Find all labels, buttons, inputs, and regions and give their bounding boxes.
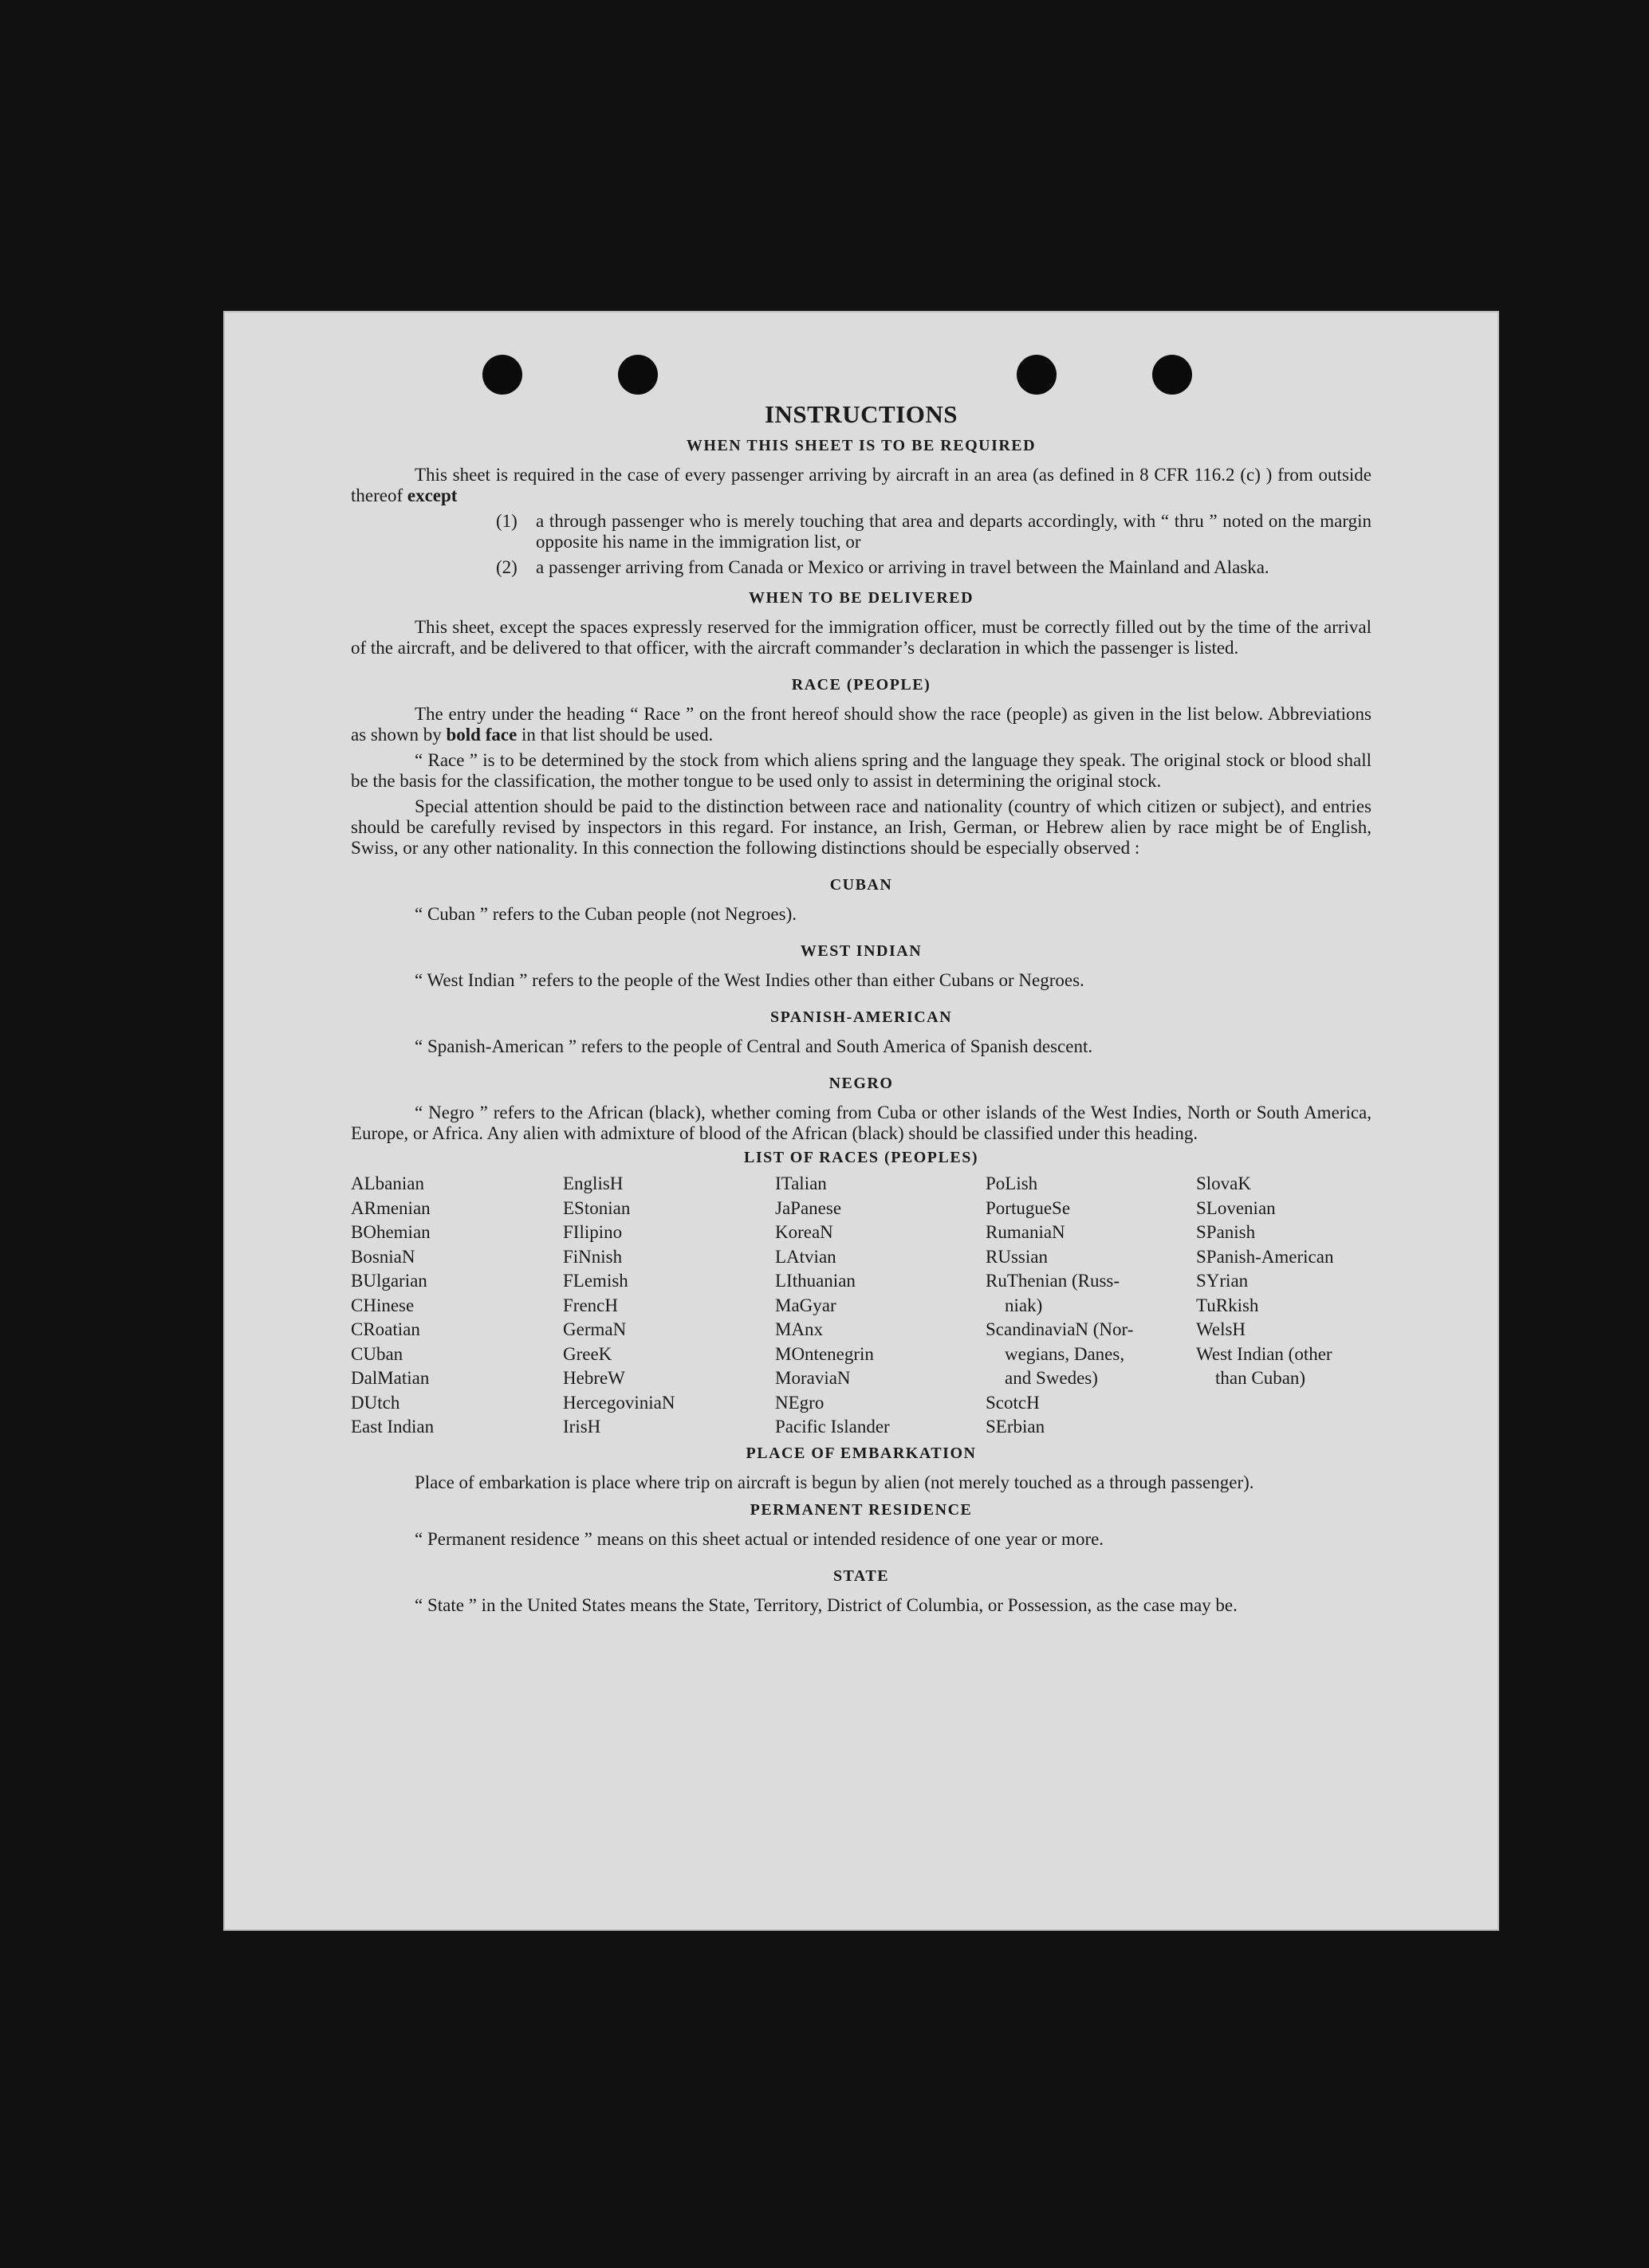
races-column-4 xyxy=(986,1172,1196,1440)
race-entry: CUban xyxy=(351,1343,403,1364)
race-entry: LAtvian xyxy=(775,1246,836,1267)
race-entry: West Indian (other xyxy=(1196,1343,1332,1364)
race-entry: DalMatian xyxy=(351,1368,430,1388)
race-entry: SLovenian xyxy=(1196,1197,1276,1218)
bold-face-label: bold face xyxy=(446,725,518,745)
section-heading-embarkation: PLACE OF EMBARKATION xyxy=(746,1444,977,1462)
race-entry: PortugueSe xyxy=(986,1197,1071,1218)
section-heading-spanish-american: SPANISH-AMERICAN xyxy=(769,1008,953,1026)
race-entry: HercegoviniaN xyxy=(563,1392,675,1413)
section-heading-race: RACE (PEOPLE) xyxy=(791,676,931,694)
race-entry-continuation: niak) xyxy=(1005,1295,1043,1315)
race-paragraph-1 xyxy=(351,704,1372,745)
race-entry: FLemish xyxy=(563,1271,628,1291)
race-entry: ARmenian xyxy=(351,1197,431,1218)
race-entry-continuation: and Swedes) xyxy=(1005,1368,1098,1388)
required-item-1 xyxy=(351,511,1372,552)
punch-hole xyxy=(1017,355,1057,395)
race-entry: BUlgarian xyxy=(351,1271,427,1291)
delivered-text: This sheet, except the spaces expressly reserved for the immigration officer, must be correctly filled out by the time of the arrival of the aircraft, and be delivered to that officer, with the aircraft commander’s declaration in which the passenger is listed. xyxy=(351,617,1372,658)
race-entry: EnglisH xyxy=(563,1173,624,1193)
race-entry-continuation: than Cuban) xyxy=(1215,1368,1306,1388)
race-entry: BOhemian xyxy=(351,1222,431,1242)
race-entry: DUtch xyxy=(351,1392,400,1413)
document-sheet xyxy=(223,311,1499,1931)
required-intro xyxy=(351,465,1372,506)
west-indian-text: “ West Indian ” refers to the people of the West Indies other than either Cubans or Negroes. xyxy=(415,970,1084,990)
race-entry: GermaN xyxy=(563,1319,627,1339)
race-entry: MaGyar xyxy=(775,1295,836,1315)
race-entry: MoraviaN xyxy=(775,1368,851,1388)
section-heading-west-indian: WEST INDIAN xyxy=(800,942,923,960)
punch-hole xyxy=(1152,355,1192,395)
punch-hole xyxy=(618,355,658,395)
section-heading-required: WHEN THIS SHEET IS TO BE REQUIRED xyxy=(686,437,1037,454)
race-entry: SYrian xyxy=(1196,1271,1249,1291)
race-entry: MOntenegrin xyxy=(775,1343,874,1364)
section-heading-state: STATE xyxy=(832,1566,890,1585)
race-entry: RumaniaN xyxy=(986,1222,1065,1242)
races-column-5 xyxy=(1196,1172,1372,1440)
race-entry: IrisH xyxy=(563,1417,601,1437)
race-entry: FIlipino xyxy=(563,1222,623,1242)
race-entry: FiNnish xyxy=(563,1246,623,1267)
section-heading-residence: PERMANENT RESIDENCE xyxy=(750,1500,973,1519)
race-entry: JaPanese xyxy=(775,1197,842,1218)
race-entry-continuation: wegians, Danes, xyxy=(1005,1343,1125,1364)
race-entry: ITalian xyxy=(775,1173,827,1193)
race-entry: EStonian xyxy=(563,1197,631,1218)
page-title: INSTRUCTIONS xyxy=(764,400,958,428)
race-entry: ScandinaviaN (Nor- xyxy=(986,1319,1134,1339)
races-column-3 xyxy=(775,1172,986,1440)
cuban-text: “ Cuban ” refers to the Cuban people (not Negroes). xyxy=(415,904,797,924)
race-paragraph-2: “ Race ” is to be determined by the stock from which aliens spring and the language they speak. The original stock or blood shall be the basis for the classification, the mother tongue to be used only to assist in determining the original stock. xyxy=(351,750,1372,791)
race-entry: MAnx xyxy=(775,1319,824,1339)
section-heading-negro: NEGRO xyxy=(828,1075,894,1092)
item-number: (2) xyxy=(496,557,518,577)
race-entry: PoLish xyxy=(986,1173,1038,1193)
race-entry: WelsH xyxy=(1196,1319,1246,1339)
race-entry: ALbanian xyxy=(351,1173,424,1193)
required-item-2 xyxy=(351,557,1372,578)
section-heading-delivered: WHEN TO BE DELIVERED xyxy=(748,589,974,607)
race-paragraph-3: Special attention should be paid to the distinction between race and nationality (country of which citizen or subject), and entries should be carefully revised by inspectors in this regard. For instance, an Irish, German, or Hebrew alien by race might be of English, Swiss, or any other nationality. In this connection the following distinctions should be especially observed : xyxy=(351,796,1372,858)
races-column-2 xyxy=(563,1172,775,1440)
race-entry: HebreW xyxy=(563,1368,625,1388)
negro-text: “ Negro ” refers to the African (black), whether coming from Cuba or other islands of the West Indies, North or South America, Europe, or Africa. Any alien with admixture of blood of the African (black) should be classified under this heading. xyxy=(351,1103,1372,1143)
race-entry: RuThenian (Russ- xyxy=(986,1271,1120,1291)
race-entry: LIthuanian xyxy=(775,1271,856,1291)
races-column-1 xyxy=(351,1172,563,1440)
item-number: (1) xyxy=(496,511,518,531)
race-entry: CHinese xyxy=(351,1295,415,1315)
spanish-american-text: “ Spanish-American ” refers to the people of Central and South America of Spanish descent. xyxy=(415,1036,1093,1056)
required-intro-text: This sheet is required in the case of every passenger arriving by aircraft in an area (as defined in 8 CFR 116.2 (c) ) from outside thereof xyxy=(351,465,1372,505)
race-entry: CRoatian xyxy=(351,1319,420,1339)
residence-text: “ Permanent residence ” means on this sheet actual or intended residence of one year or more. xyxy=(415,1528,1104,1549)
race-entry: TuRkish xyxy=(1196,1295,1259,1315)
section-heading-races-list: LIST OF RACES (PEOPLES) xyxy=(743,1149,978,1166)
race-p1-text-end: in that list should be used. xyxy=(517,725,714,745)
race-entry: RUssian xyxy=(986,1246,1048,1267)
section-heading-cuban: CUBAN xyxy=(829,876,893,894)
item-text: a through passenger who is merely touching that area and departs accordingly, with “ thru ” noted on the margin opposite his name in the immigration list, or xyxy=(536,511,1372,552)
race-entry: SPanish xyxy=(1196,1222,1256,1242)
race-entry: SErbian xyxy=(986,1417,1045,1437)
race-p1-text: The entry under the heading “ Race ” on the front hereof should show the race (people) as given in the list below. Abbreviations as shown by xyxy=(351,704,1372,745)
race-entry: SPanish-American xyxy=(1196,1246,1334,1267)
race-entry: East Indian xyxy=(351,1417,435,1437)
race-entry: BosniaN xyxy=(351,1246,415,1267)
except-bold: except xyxy=(407,485,458,505)
race-entry: NEgro xyxy=(775,1392,824,1413)
race-entry: GreeK xyxy=(563,1343,612,1364)
race-entry: KoreaN xyxy=(775,1222,833,1242)
race-entry: Pacific Islander xyxy=(775,1417,890,1437)
race-entry: ScotcH xyxy=(986,1392,1040,1413)
race-entry: SlovaK xyxy=(1196,1173,1251,1193)
state-text: “ State ” in the United States means the State, Territory, District of Columbia, or Possession, as the case may be. xyxy=(415,1594,1238,1615)
embarkation-text: Place of embarkation is place where trip on aircraft is begun by alien (not merely touched as a through passenger). xyxy=(415,1472,1254,1492)
item-text: a passenger arriving from Canada or Mexico or arriving in travel between the Mainland and Alaska. xyxy=(536,557,1269,577)
races-list xyxy=(351,1172,1372,1440)
instructions-content xyxy=(351,400,1372,1617)
race-entry: FrencH xyxy=(563,1295,618,1315)
punch-hole xyxy=(482,355,522,395)
